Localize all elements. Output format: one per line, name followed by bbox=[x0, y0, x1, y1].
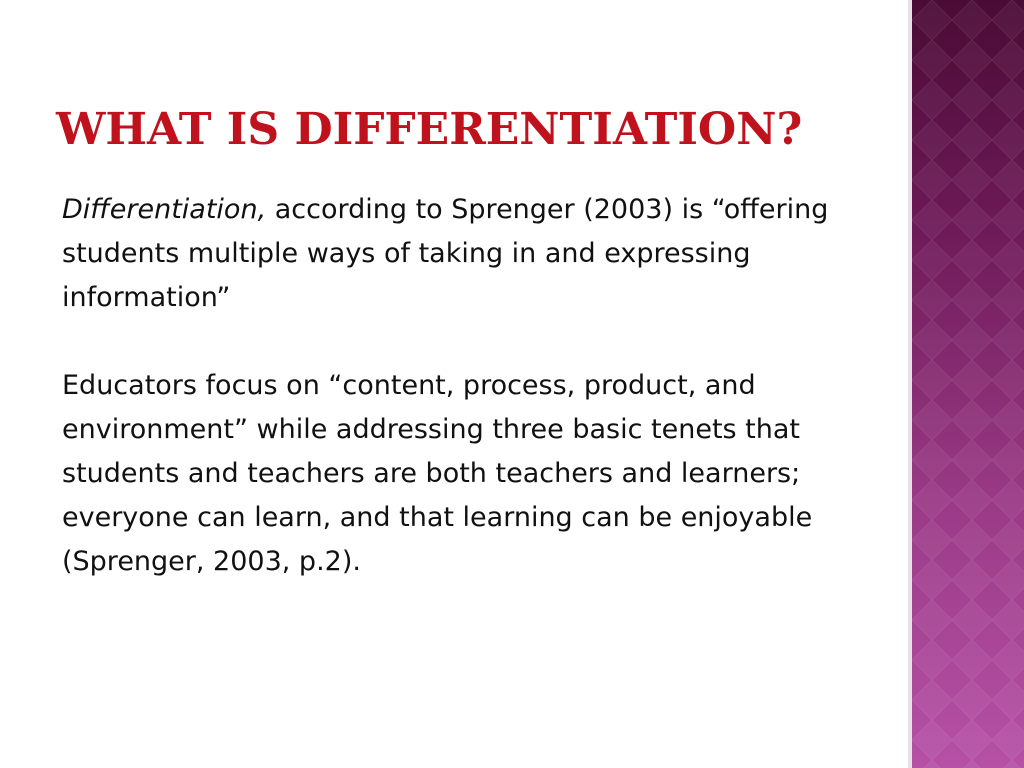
educators-paragraph: Educators focus on “content, process, product, and environment” while addressing three basic tenets that students and teachers are both teachers and learners; everyone can learn, and that learning can be enjoyable (Sprenger, 2003, p.2). bbox=[62, 370, 813, 577]
slide-body bbox=[62, 188, 872, 584]
decorative-side-band bbox=[912, 0, 1024, 768]
slide-title: WHAT IS DIFFERENTIATION? bbox=[56, 104, 803, 155]
definition-paragraph bbox=[62, 188, 872, 320]
diamond-pattern-icon bbox=[912, 0, 1024, 768]
definition-text: according to Sprenger (2003) is “offering students multiple ways of taking in and expressing information” bbox=[62, 194, 829, 313]
definition-term: Differentiation, bbox=[62, 194, 267, 225]
